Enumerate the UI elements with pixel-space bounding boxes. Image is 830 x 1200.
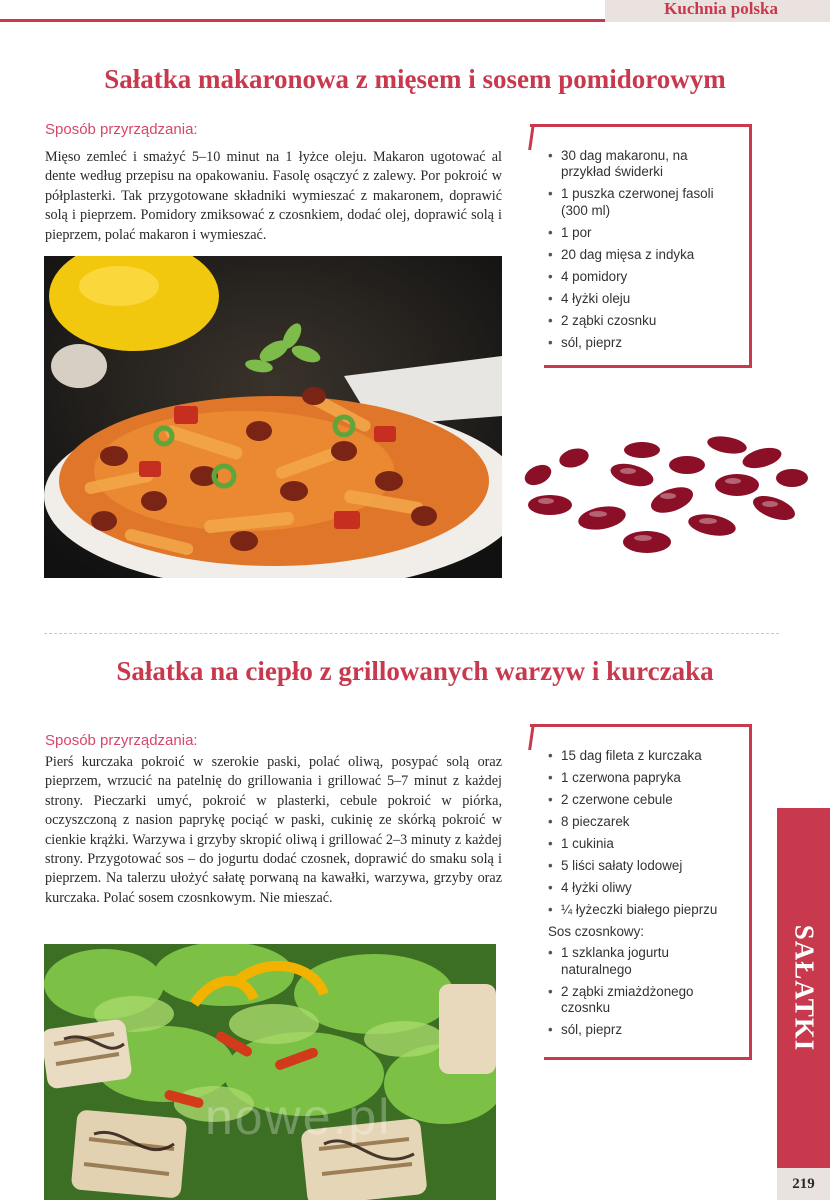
ingredients-list [548,148,738,357]
ingredients-box [530,124,752,368]
category-label: SAŁATKI [789,924,819,1052]
ingredient-item: • 1 por [548,225,738,241]
ingredient-item: • 4 pomidory [548,269,738,285]
sauce-ingredient-item: • 1 szklanka jogurtu naturalnego [548,945,738,978]
kidney-beans-illustration [522,430,812,570]
box-border-bottom [544,1057,752,1060]
sauce-ingredient-item: • sól, pieprz [548,1022,738,1038]
ingredient-item: • 20 dag mięsa z indyka [548,247,738,263]
method-label: Sposób przyrządzania: [45,732,198,749]
method-label: Sposób przyrządzania: [45,121,198,138]
box-border-bottom [544,365,752,368]
method-text: Mięso zemleć i smażyć 5–10 minut na 1 łyżce oleju. Makaron ugotować al dente według przepisu na opakowaniu. Fasolę osączyć z zalewy. Por pokroić w półplasterki. Tak przygotowane składniki wymieszać z makaronem, doprawić solą i pieprzem. Pomidory zmiksować z czosnkiem, dodać olej, doprawić solą i pieprzem, polać makaron i wymieszać. [45,149,502,243]
sauce-ingredient-item: • 2 ząbki zmiażdżonego czosnku [548,984,738,1017]
section-title: Kuchnia polska [605,0,830,22]
category-tab [777,808,830,1168]
ingredient-item: • 1 cukinia [548,836,738,852]
watermark: nowe.pl [205,1089,392,1145]
box-border-top [530,124,752,127]
box-border-left [528,124,535,150]
ingredient-item: • ¼ łyżeczki białego pieprzu [548,902,738,918]
box-border-right [749,124,752,368]
grilled-salad-photo [44,944,496,1200]
pasta-salad-photo [44,256,502,578]
ingredient-item: • 5 liści sałaty lodowej [548,858,738,874]
ingredients-box [530,724,752,1060]
grilled-salad-illustration [44,944,496,1200]
section-divider [44,633,779,634]
ingredient-item: • 4 łyżki oliwy [548,880,738,896]
ingredient-item: • 30 dag makaronu, na przykład świderki [548,148,738,181]
header-bar [0,0,830,22]
method-text: Pierś kurczaka pokroić w szerokie paski, polać oliwą, posypać solą oraz pieprzem, wrzucić na patelnię do grillowania i grillować 5–7 minut z każdej strony. Pieczarki umyć, pokroić w plasterki, cebule pokroić w piórka, oczyszczoną z nasion paprykę pociąć w paski, cukinię ze skórką pokroić w cienkie krążki. Warzywa i grzyby skropić oliwą i grillować 2–3 minuty z każdej strony. Przygotować sos – do jogurtu dodać czosnek, doprawić do smaku solą i pieprzem. Na talerzu ułożyć sałatę porwaną na kawałki, warzywa, grzyby oraz kurczaka. Polać sosem czosnkowym. Nie mieszać. [45,754,502,906]
ingredient-item: • 2 czerwone cebule [548,792,738,808]
pasta-salad-illustration [44,256,502,578]
box-border-left [528,724,535,750]
ingredient-item: • sól, pieprz [548,335,738,351]
box-border-right [749,724,752,1060]
sauce-label: Sos czosnkowy: [548,924,645,939]
recipe-title: Sałatka makaronowa z mięsem i sosem pomidorowym [104,64,726,94]
box-border-top [530,724,752,727]
ingredient-item: • 4 łyżki oleju [548,291,738,307]
ingredient-item: • 8 pieczarek [548,814,738,830]
ingredients-list [548,748,738,1044]
ingredient-item: • 15 dag fileta z kurczaka [548,748,738,764]
kidney-beans-photo [522,430,812,570]
ingredient-item: • 2 ząbki czosnku [548,313,738,329]
recipe-title: Sałatka na ciepło z grillowanych warzyw i kurczaka [116,656,714,686]
page-number: 219 [777,1168,830,1200]
ingredient-item: • 1 czerwona papryka [548,770,738,786]
ingredient-item: • 1 puszka czerwonej fasoli (300 ml) [548,186,738,219]
